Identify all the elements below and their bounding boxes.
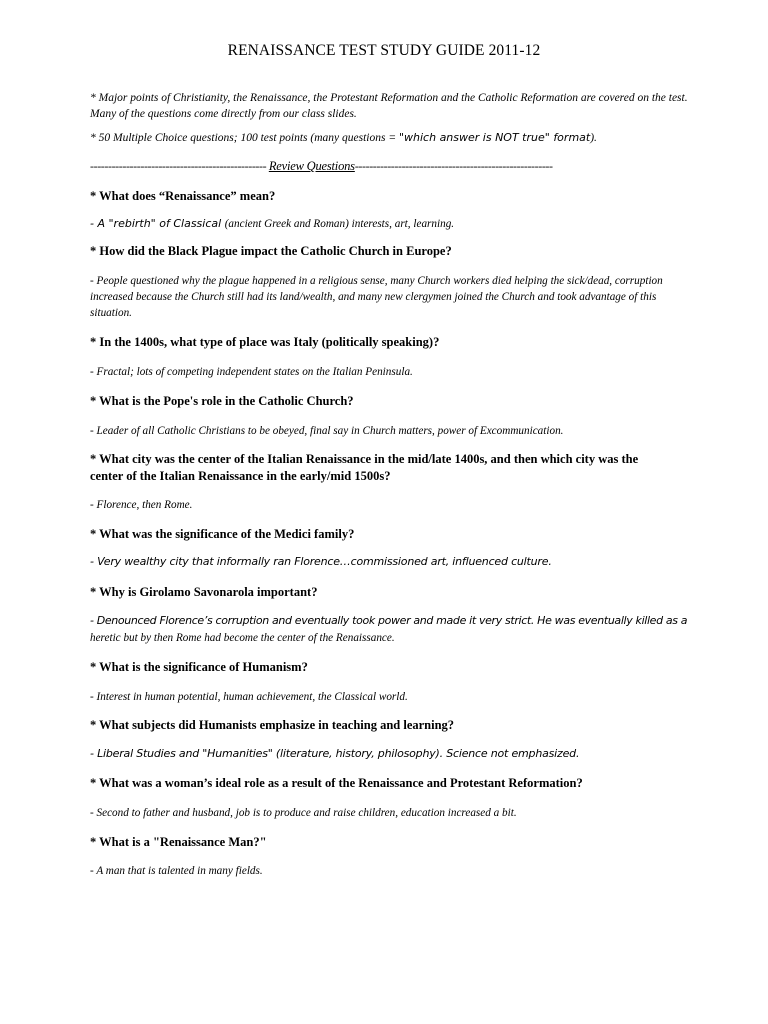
answer-9: - Liberal Studies and "Humanities" (literature, history, philosophy). Science not emphasized. (90, 747, 580, 760)
answer-10: - Second to father and husband, job is to produce and raise children, education increased a bit. (90, 807, 517, 819)
intro-line-2-post: ). (590, 132, 597, 144)
question-8: * What is the significance of Humanism? (90, 660, 308, 674)
question-10: * What was a woman’s ideal role as a result of the Renaissance and Protestant Reformation? (90, 776, 583, 790)
intro-line-2-hand: "which answer is NOT true" format (398, 131, 591, 144)
answer-8: - Interest in human potential, human achievement, the Classical world. (90, 691, 408, 703)
question-1: * What does “Renaissance” mean? (90, 189, 276, 203)
question-4: * What is the Pope's role in the Catholic Church? (90, 394, 354, 408)
review-questions-heading: Review Questions (268, 159, 355, 173)
question-5: * What city was the center of the Italian Renaissance in the mid/late 1400s, and then which city was the center of the Italian Renaissance in the early/mid 1500s? (90, 452, 639, 483)
answer-7-line-1: - Denounced Florence’s corruption and eventually took power and made it very strict. He was eventually killed as a (90, 614, 688, 627)
question-2: * How did the Black Plague impact the Catholic Church in Europe? (90, 244, 452, 258)
answer-4: - Leader of all Catholic Christians to be obeyed, final say in Church matters, power of Excommunication. (90, 425, 564, 437)
answer-1 (90, 216, 690, 232)
question-9: * What subjects did Humanists emphasize in teaching and learning? (90, 718, 455, 732)
answer-5: - Florence, then Rome. (90, 499, 193, 511)
answer-7-line-2: heretic but by then Rome had become the center of the Renaissance. (90, 632, 395, 644)
divider-left: ------------------------------------------------- (90, 159, 269, 173)
answer-2: - People questioned why the plague happened in a religious sense, many Church workers died helping the sick/dead, corruption increased because the Church still had its land/wealth, and many new clergymen joined the Church and took advantage of this situation. (90, 275, 663, 319)
question-6: * What was the significance of the Medici family? (90, 527, 355, 541)
question-3: * In the 1400s, what type of place was Italy (politically speaking)? (90, 335, 440, 349)
answer-6: - Very wealthy city that informally ran Florence…commissioned art, influenced culture. (90, 555, 552, 568)
answer-3: - Fractal; lots of competing independent states on the Italian Peninsula. (90, 366, 413, 378)
question-7: * Why is Girolamo Savonarola important? (90, 585, 318, 599)
question-11: * What is a "Renaissance Man?" (90, 835, 267, 849)
answer-1-hand: - A "rebirth" of Classical (90, 217, 225, 230)
review-divider (90, 159, 690, 174)
intro-line-2 (90, 130, 690, 146)
intro-line-1: * Major points of Christianity, the Renaissance, the Protestant Reformation and the Catholic Reformation are covered on the test. Many of the questions come directly from our class slides. (90, 92, 688, 120)
divider-right: ------------------------------------------------------- (354, 159, 553, 173)
answer-11: - A man that is talented in many fields. (90, 865, 263, 877)
page-title: RENAISSANCE TEST STUDY GUIDE 2011-12 (227, 42, 541, 59)
intro-line-2-pre: * 50 Multiple Choice questions; 100 test points (many questions = (90, 132, 399, 144)
answer-1-text: (ancient Greek and Roman) interests, art, learning. (224, 218, 455, 230)
